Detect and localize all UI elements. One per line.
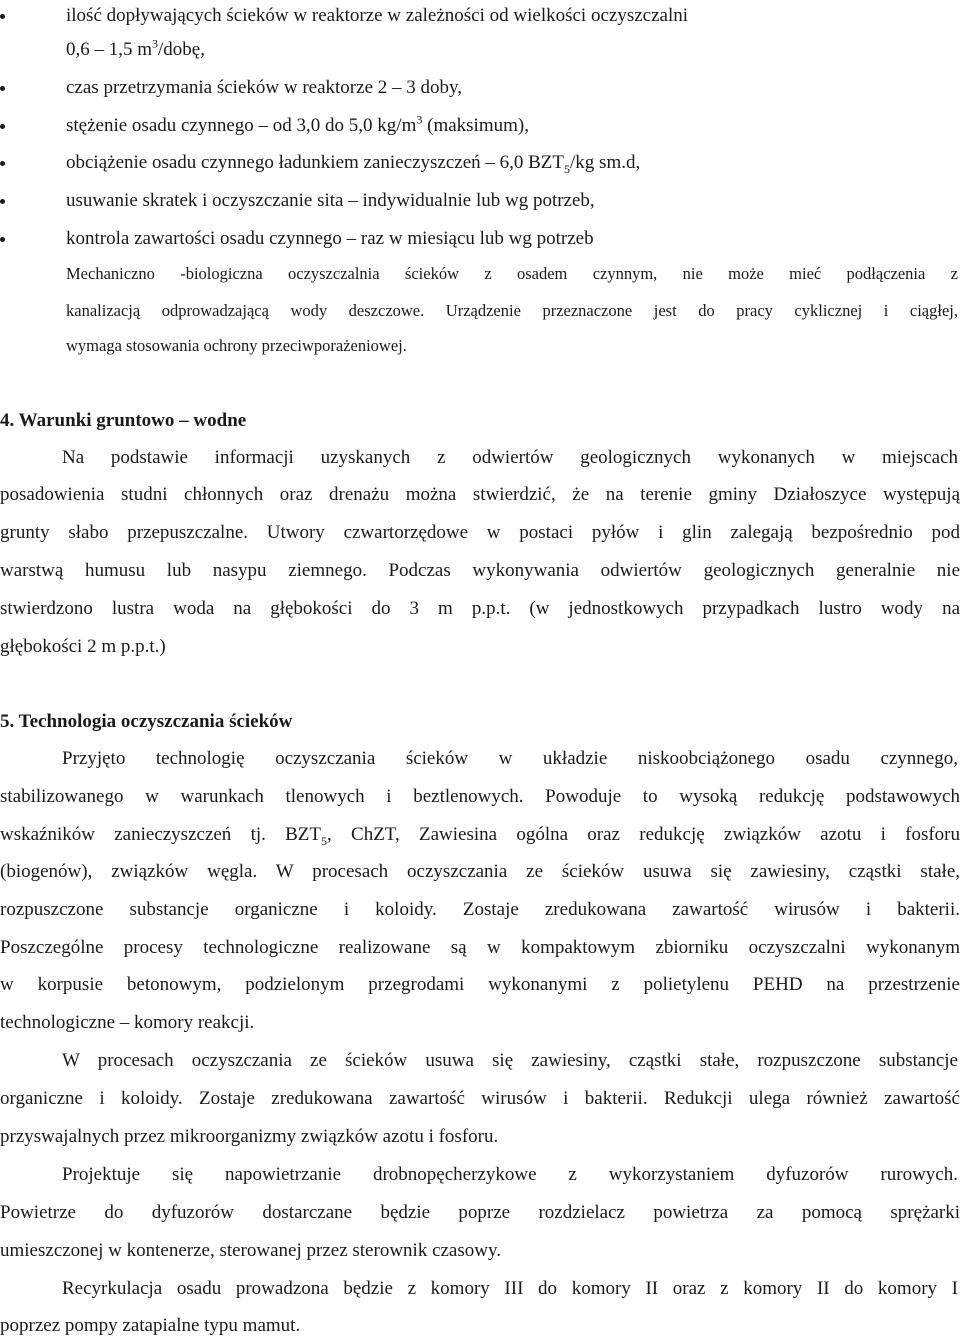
bullet-dot-icon [0, 199, 5, 204]
section-heading-5: 5. Technologia oczyszczania ścieków [0, 711, 293, 732]
paragraph-line: Na podstawie informacji uzyskanych z odwiertów geologicznych wykonanych w miejscach [62, 447, 958, 468]
paragraph-line: rozpuszczone substancje organiczne i koloidy. Zostaje zredukowana zawartość wirusów i bakterii. [0, 899, 960, 920]
paragraph-line: (biogenów), związków węgla. W procesach oczyszczania ze ścieków usuwa się zawiesiny, cząstki stałe, [0, 861, 960, 882]
paragraph-line: grunty słabo przepuszczalne. Utwory czwartorzędowe w postaci pyłów i glin zalegają bezpośrednio pod [0, 522, 960, 543]
paragraph-line: warstwą humusu lub nasypu ziemnego. Podczas wykonywania odwiertów geologicznych generalnie nie [0, 560, 960, 581]
list-item-text: usuwanie skratek i oczyszczanie sita – indywidualnie lub wg potrzeb, [66, 190, 595, 211]
list-item-text: ilość dopływających ścieków w reaktorze w zależności od wielkości oczyszczalni [66, 5, 688, 26]
list-item-text: kontrola zawartości osadu czynnego – raz w miesiącu lub wg potrzeb [66, 228, 594, 249]
paragraph-line: Powietrze do dyfuzorów dostarczane będzie poprze rozdzielacz powietrza za pomocą sprężarki [0, 1202, 960, 1223]
paragraph-line: głębokości 2 m p.p.t.) [0, 636, 166, 657]
bullet-dot-icon [0, 14, 5, 19]
paragraph-line: umieszczonej w kontenerze, sterowanej przez sterownik czasowy. [0, 1240, 501, 1261]
bullet-dot-icon [0, 86, 5, 91]
list-item-text: czas przetrzymania ścieków w reaktorze 2 – 3 doby, [66, 77, 463, 98]
paragraph-line: organiczne i koloidy. Zostaje zredukowana zawartość wirusów i bakterii. Redukcji ulega również zawartość [0, 1088, 960, 1109]
paragraph-line: Przyjęto technologię oczyszczania ścieków w układzie niskoobciążonego osadu czynnego, [62, 748, 958, 769]
paragraph-line: Mechaniczno -biologiczna oczyszczalnia ścieków z osadem czynnym, nie może mieć podłączenia z [66, 264, 958, 283]
paragraph-line: kanalizacją odprowadzającą wody deszczowe. Urządzenie przeznaczone jest do pracy cyklicznej i ciągłej, [66, 301, 958, 320]
paragraph-line: poprzez pompy zatapialne typu mamut. [0, 1315, 301, 1336]
paragraph-line: stwierdzono lustra woda na głębokości do 3 m p.p.t. (w jednostkowych przypadkach lustro wody na [0, 598, 960, 619]
paragraph-line: przyswajalnych przez mikroorganizmy związków azotu i fosforu. [0, 1126, 499, 1147]
section-heading-4: 4. Warunki gruntowo – wodne [0, 410, 247, 431]
bullet-dot-icon [0, 161, 5, 166]
bullet-dot-icon [0, 237, 5, 242]
paragraph-line: stabilizowanego w warunkach tlenowych i beztlenowych. Powoduje to wysoką redukcję podstawowych [0, 786, 960, 807]
paragraph-line: Poszczególne procesy technologiczne realizowane są w kompaktowym zbiorniku oczyszczalni wykonanym [0, 937, 960, 958]
list-item-text: obciążenie osadu czynnego ładunkiem zanieczyszczeń – 6,0 $BZT_5/kg$ sm.d, [66, 152, 641, 176]
paragraph-line: wskaźników zanieczyszczeń tj. $BZT_5$, ChZT, Zawiesina ogólna oraz redukcję związków azotu i fosforu [0, 824, 960, 848]
paragraph-line: Projektuje się napowietrzanie drobnopęcherzykowe z wykorzystaniem dyfuzorów rurowych. [62, 1164, 958, 1185]
paragraph-line: W procesach oczyszczania ze ścieków usuwa się zawiesiny, cząstki stałe, rozpuszczone substancje [62, 1050, 958, 1071]
paragraph-line: posadowienia studni chłonnych oraz drenażu można stwierdzić, że na terenie gminy Działoszyce występują [0, 484, 960, 505]
paragraph-line: Recyrkulacja osadu prowadzona będzie z komory III do komory II oraz z komory II do komory I [62, 1278, 958, 1299]
bullet-dot-icon [0, 124, 5, 129]
list-item-text-continued: 0,6 – 1,5 $m^3$/dobę, [66, 36, 205, 60]
paragraph-line: w korpusie betonowym, podzielonym przegrodami wykonanymi z polietylenu PEHD na przestrzenie [0, 974, 960, 995]
paragraph-line: wymaga stosowania ochrony przeciwporażeniowej. [66, 336, 407, 355]
paragraph-line: technologiczne – komory reakcji. [0, 1012, 255, 1033]
list-item-text: stężenie osadu czynnego – od 3,0 do 5,0 $kg/m^3$ (maksimum), [66, 112, 529, 136]
